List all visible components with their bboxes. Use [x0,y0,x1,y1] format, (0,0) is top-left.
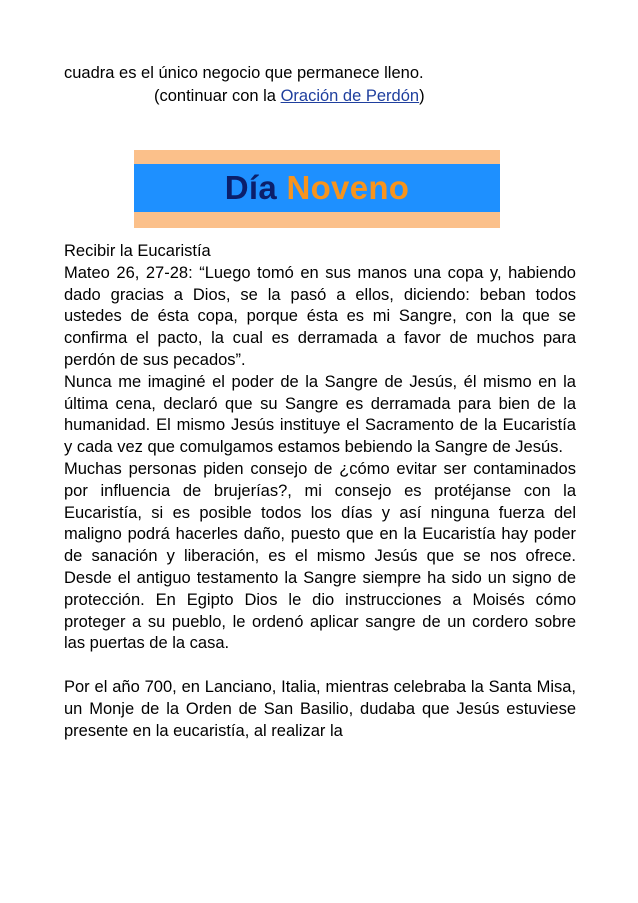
continue-prefix: (continuar con la [154,87,281,105]
day-title-word1: Día [224,169,277,206]
day-banner-inner [134,164,500,212]
section-heading: Recibir la Eucaristía [64,242,211,260]
oracion-de-perdon-link[interactable]: Oración de Perdón [280,87,420,105]
paragraph-lanciano: Por el año 700, en Lanciano, Italia, mientras celebraba la Santa Misa, un Monje de la Orden de San Basilio, dudaba que Jesús estuviese presente en la eucaristía, al realizar la [64,677,576,740]
day-banner [134,150,500,228]
text-line-cuadra: cuadra es el único negocio que permanece lleno. [64,64,424,82]
paragraph-muchas: Muchas personas piden consejo de ¿cómo evitar ser contaminados por influencia de brujerías?, mi consejo es protéjanse con la Eucaristía, si es posible todos los días y así ninguna fuerza del maligno podrá hacerles daño, puesto que en la Eucaristía hay poder de sanación y liberación, es el mismo Jesús que se nos ofrece. Desde el antiguo testamento la Sangre siempre ha sido un signo de protección. En Egipto Dios le dio instrucciones a Moisés cómo proteger a su pueblo, le ordenó aplicar sangre de un cordero sobre las puertas de la casa. [64,459,576,653]
continue-prayer-line [154,86,425,106]
paragraph-mateo: Mateo 26, 27-28: “Luego tomó en sus manos una copa y, habiendo dado gracias a Dios, se la pasó a ellos, diciendo: beban todos ustedes de ésta copa, porque ésta es mi Sangre, con la que se confirma el pacto, la cual es derramada a favor de muchos para perdón de sus pecados”. [64,263,576,369]
body-text [64,241,576,742]
day-title-word2: Noveno [286,169,410,206]
day-title [225,164,410,212]
continue-suffix: ) [419,87,425,105]
paragraph-nunca: Nunca me imaginé el poder de la Sangre de Jesús, él mismo en la última cena, declaró que su Sangre es derramada para bien de la humanidad. El mismo Jesús instituye el Sacramento de la Eucaristía y cada vez que comulgamos estamos bebiendo la Sangre de Jesús. [64,372,576,457]
